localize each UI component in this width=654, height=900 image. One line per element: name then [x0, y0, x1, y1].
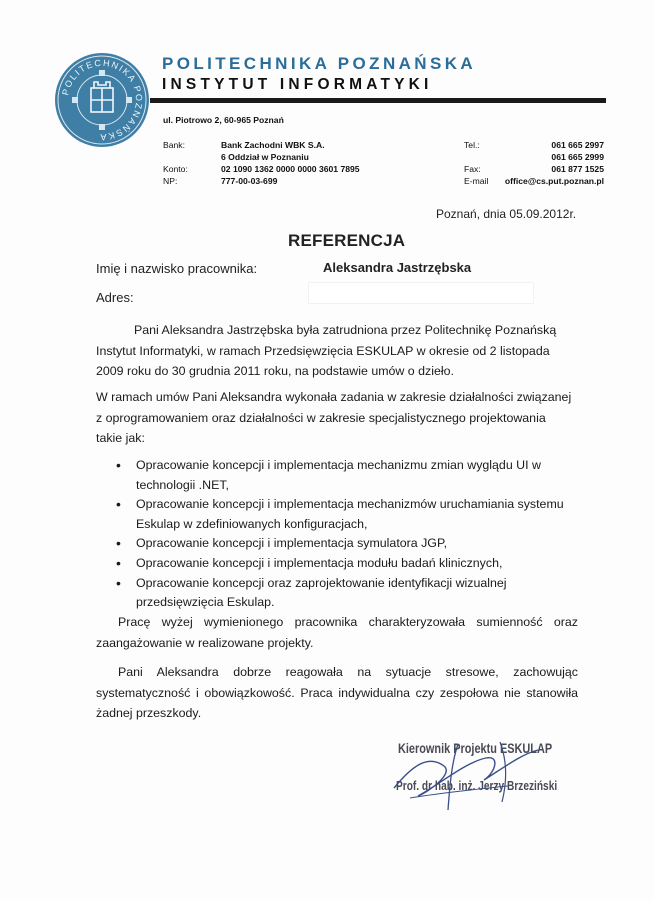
address-label: Adres:	[96, 290, 134, 305]
stamp-title: Kierownik Projektu ESKULAP	[398, 740, 553, 756]
stamp-name: Prof. dr hab. inż. Jerzy Brzeziński	[396, 778, 558, 793]
email-address: office@cs.put.poznan.pl	[504, 176, 604, 186]
fax-number: 061 877 1525	[551, 164, 604, 174]
account-number: 02 1090 1362 0000 0000 3601 7895	[221, 164, 360, 174]
bank-name: Bank Zachodni WBK S.A.	[221, 140, 325, 150]
place-and-date: Poznań, dnia 05.09.2012r.	[436, 207, 577, 221]
list-item: • Opracowanie koncepcji i implementacja symulatora JGP,	[114, 534, 564, 554]
list-item: • Opracowanie koncepcji i implementacja mechanizmów uruchamiania systemu Eskulap w zdefiniowanych konfiguracjach,	[114, 495, 564, 534]
email-label: E-mail	[464, 176, 489, 186]
university-seal-logo	[54, 52, 150, 148]
tel-number-2: 061 665 2999	[551, 152, 604, 162]
bank-label: Bank:	[163, 140, 185, 150]
list-item: • Opracowanie koncepcji i implementacja modułu badań klinicznych,	[114, 554, 564, 574]
paragraph-employment: Pani Aleksandra Jastrzębska była zatrudniona przez Politechnikę Poznańską Instytut Informatyki, w ramach Przedsięwzięcia ESKULAP w okresie od 2 listopada 2009 roku do 30 grudnia 2011 roku, na podstawie umów o dzieło.	[96, 323, 557, 378]
employee-name-label: Imię i nazwisko pracownika:	[96, 261, 258, 276]
tel-number-1: 061 665 2997	[551, 140, 604, 150]
employee-name: Aleksandra Jastrzębska	[323, 260, 472, 275]
institute-name: INSTYTUT INFORMATYKI	[162, 76, 433, 93]
paragraph-stress: Pani Aleksandra dobrze reagowała na sytuacje stresowe, zachowując systematyczność i obowiązkowość. Praca indywidualna czy zespołowa nie stanowiła żadnej przeszkody.	[96, 665, 578, 720]
np-number: 777-00-03-699	[221, 176, 278, 186]
task-list	[114, 456, 564, 613]
header-rule	[150, 98, 606, 103]
document-title: REFERENCJA	[288, 231, 406, 250]
fax-label: Fax:	[464, 164, 481, 174]
institute-address: ul. Piotrowo 2, 60-965 Poznań	[163, 115, 284, 125]
redacted-address	[308, 282, 534, 304]
paragraph-assessment: Pracę wyżej wymienionego pracownika charakteryzowała sumienność oraz zaangażowanie w realizowane projekty.	[96, 615, 578, 650]
list-item: • Opracowanie koncepcji i implementacja mechanizmu zmian wyglądu UI w technologii .NET,	[114, 456, 564, 495]
list-item: • Opracowanie koncepcji oraz zaprojektowanie identyfikacji wizualnej przedsięwzięcia Eskulap.	[114, 574, 564, 613]
bank-branch: 6 Oddział w Poznaniu	[221, 152, 309, 162]
np-label: NP:	[163, 176, 178, 186]
seal-text: POLITECHNIKA POZNAŃSKA	[60, 57, 145, 143]
tel-label: Tel.:	[464, 140, 480, 150]
paragraph-scope: W ramach umów Pani Aleksandra wykonała zadania w zakresie działalności związanej z oprogramowaniem oraz działalności w zakresie specjalistycznego projektowania takie jak:	[96, 390, 572, 445]
university-name: POLITECHNIKA POZNAŃSKA	[162, 54, 477, 73]
handwritten-signature	[388, 736, 558, 818]
account-label: Konto:	[163, 164, 188, 174]
